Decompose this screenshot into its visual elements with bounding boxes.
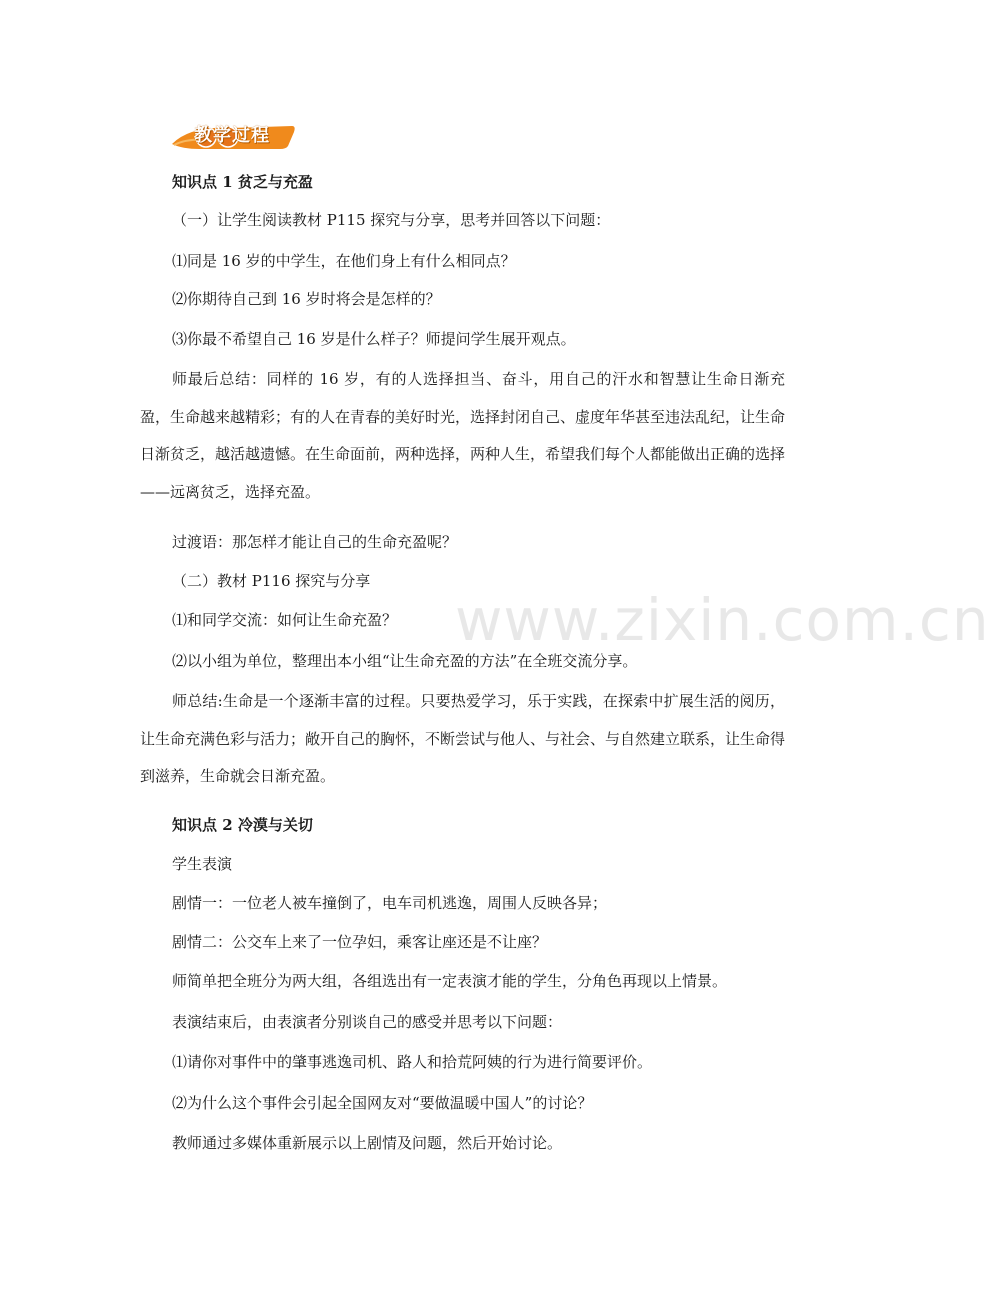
- section-ribbon: [170, 118, 300, 154]
- section2-question-2: ⑵为什么这个事件会引起全国网友对“要做温暖中国人”的讨论？: [172, 1094, 593, 1112]
- section1-question-3: ⑶你最不希望自己 16 岁是什么样子？师提问学生展开观点。: [172, 330, 576, 348]
- section1-transition: 过渡语：那怎样才能让自己的生命充盈呢？: [172, 533, 458, 551]
- section1-teacher-summary: 师总结:生命是一个逐渐丰富的过程。只要热爱学习，乐于实践，在探索中扩展生活的阅历，让生命充满色彩与活力；敞开自己的胸怀，不断尝试与他人、与社会、与自然建立联系，让生命得到滋养，生命就会日渐充盈。: [140, 692, 786, 785]
- section2-question-1: ⑴请你对事件中的肇事逃逸司机、路人和拾荒阿姨的行为进行简要评价。: [172, 1053, 653, 1071]
- section2-plot-2: 剧情二：公交车上来了一位孕妇，乘客让座还是不让座？: [172, 933, 548, 951]
- watermark: www.zixin.com.cn: [455, 586, 990, 654]
- section1-question-2: ⑵你期待自己到 16 岁时将会是怎样的？: [172, 290, 441, 308]
- section1-part1-intro: （一）让学生阅读教材 P115 探究与分享，思考并回答以下问题：: [172, 211, 611, 229]
- section2-plot-1: 剧情一：一位老人被车撞倒了，电车司机逃逸，周围人反映各异；: [172, 894, 608, 912]
- section1-part2-question-2: ⑵以小组为单位，整理出本小组“让生命充盈的方法”在全班交流分享。: [172, 652, 638, 670]
- section1-heading: 知识点 1 贫乏与充盈: [172, 173, 313, 191]
- section2-activity: 学生表演: [172, 855, 233, 873]
- section1-part2-intro: （二）教材 P116 探究与分享: [172, 572, 371, 590]
- section2-heading: 知识点 2 冷漠与关切: [172, 816, 313, 834]
- section2-after: 表演结束后，由表演者分别谈自己的感受并思考以下问题：: [172, 1013, 563, 1031]
- section2-closing: 教师通过多媒体重新展示以上剧情及问题，然后开始讨论。: [172, 1134, 563, 1152]
- section1-summary: 师最后总结：同样的 16 岁，有的人选择担当、奋斗，用自己的汗水和智慧让生命日渐充盈，生命越来越精彩；有的人在青春的美好时光，选择封闭自己、虚度年华甚至违法乱纪，让生命日渐贫乏，越活越遗憾。在生命面前，两种选择，两种人生，希望我们每个人都能做出正确的选择——远离贫乏，选择充盈。: [140, 370, 786, 501]
- section-ribbon-title: 教学过程: [194, 125, 270, 146]
- section1-part2-question-1: ⑴和同学交流：如何让生命充盈？: [172, 611, 398, 629]
- section2-instruction: 师简单把全班分为两大组，各组选出有一定表演才能的学生，分角色再现以上情景。: [172, 972, 728, 990]
- section1-question-1: ⑴同是 16 岁的中学生，在他们身上有什么相同点？: [172, 252, 516, 270]
